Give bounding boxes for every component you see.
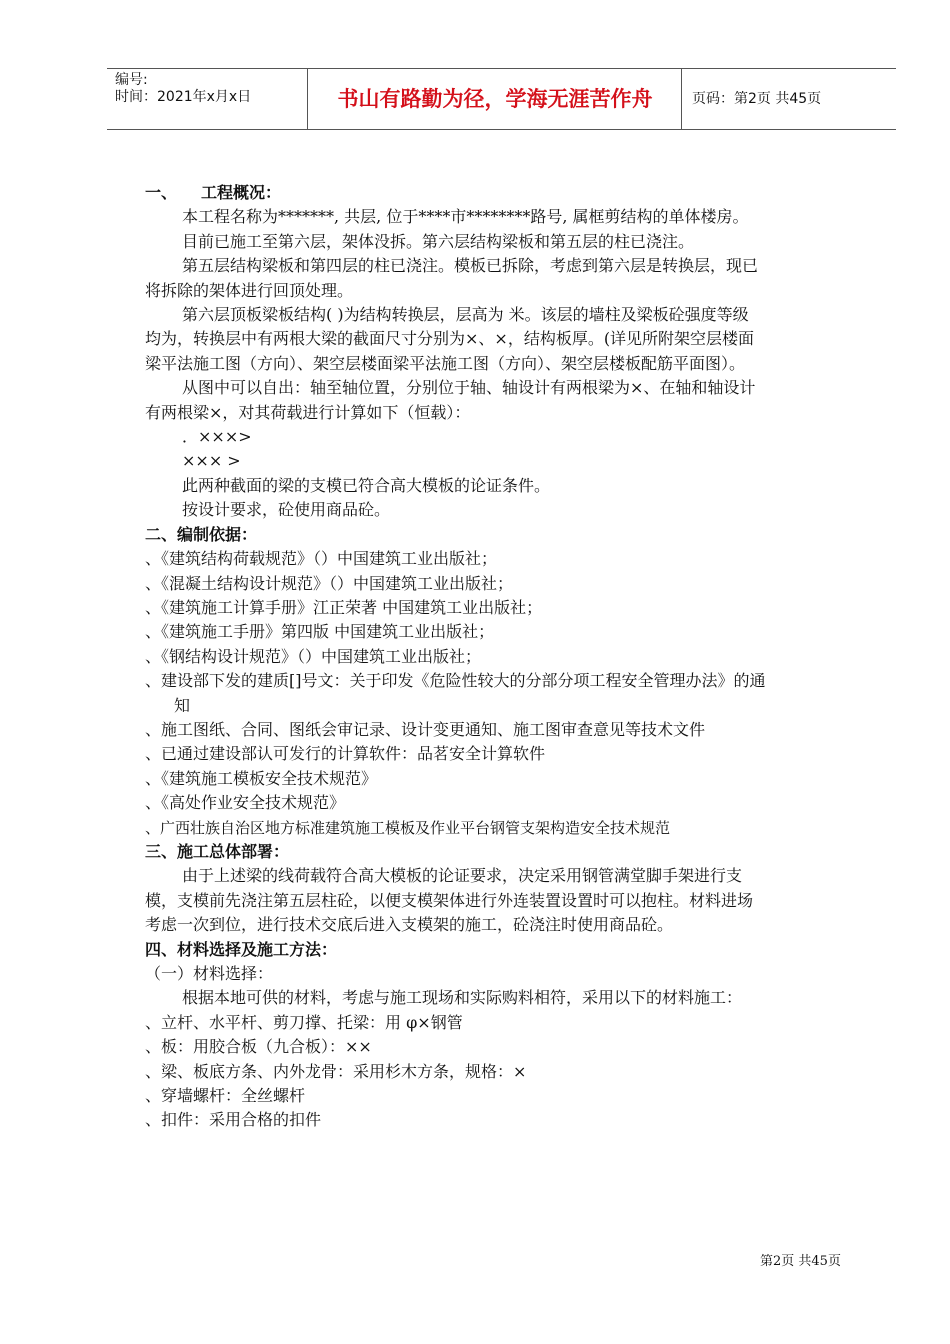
paragraph-line: ××× > <box>182 451 241 471</box>
reference-item: 、已通过建设部认可发行的计算软件：品茗安全计算软件 <box>145 744 546 764</box>
header-page-info: 页码：第2页 共45页 <box>692 91 822 107</box>
paragraph-line: 目前已施工至第六层，架体没拆。第六层结构梁板和第五层的柱已浇注。 <box>182 231 695 251</box>
reference-item-continuation: 知 <box>174 695 191 715</box>
header-meta <box>107 69 308 129</box>
paragraph-line: 按设计要求，砼使用商品砼。 <box>182 500 391 520</box>
section-1-title: 工程概况： <box>201 183 282 202</box>
page-footer-number: 第2页 共45页 <box>760 1254 841 1269</box>
paragraph-line: 此两种截面的梁的支模已符合高大模板的论证条件。 <box>182 475 551 495</box>
reference-item: 、《钢结构设计规范》（）中国建筑工业出版社； <box>145 646 482 666</box>
paragraph-line: 从图中可以自出：轴至轴位置，分别位于轴、轴设计有两根梁为×、在轴和轴设计 <box>182 378 756 398</box>
header-motto: 书山有路勤为径，学海无涯苦作舟 <box>309 69 682 129</box>
document-body <box>145 181 865 1133</box>
paragraph-line: 均为，转换层中有两根大梁的截面尺寸分别为×、×，结构板厚。(详见所附架空层楼面 <box>145 329 755 349</box>
material-item: 、立杆、水平杆、剪刀撑、托梁：用 φ×钢管 <box>145 1012 463 1032</box>
reference-item: 、广西壮族自治区地方标准建筑施工模板及作业平台钢管支架构造安全技术规范 <box>145 818 671 837</box>
material-item: 、穿墙螺杆：全丝螺杆 <box>145 1086 306 1106</box>
material-item: 、梁、板底方条、内外龙骨：采用杉木方条，规格：× <box>145 1061 527 1081</box>
paragraph-line: 考虑一次到位，进行技术交底后进入支模架的施工，砼浇注时使用商品砼。 <box>145 915 674 935</box>
paragraph-line: 梁平法施工图（方向）、架空层楼面梁平法施工图（方向）、架空层楼板配筋平面图）。 <box>145 353 746 373</box>
reference-item: 、《建筑施工手册》第四版 中国建筑工业出版社； <box>145 622 495 642</box>
paragraph-line: 本工程名称为*******, 共层, 位于****市********路号, 属框剪结构的单体楼房。 <box>182 207 749 227</box>
reference-item: 、《高处作业安全技术规范》 <box>145 793 346 813</box>
reference-item: 、建设部下发的建质[]号文：关于印发《危险性较大的分部分项工程安全管理办法》的通 <box>145 671 766 691</box>
material-item: 、扣件：采用合格的扣件 <box>145 1110 322 1130</box>
reference-item: 、施工图纸、合同、图纸会审记录、设计变更通知、施工图审查意见等技术文件 <box>145 719 706 739</box>
paragraph-line: 有两根梁×，对其荷载进行计算如下（恒载）： <box>145 402 471 422</box>
reference-item: 、《建筑结构荷载规范》（）中国建筑工业出版社； <box>145 549 498 569</box>
paragraph-line: 由于上述梁的线荷载符合高大模板的论证要求，决定采用钢管满堂脚手架进行支 <box>182 866 743 886</box>
document-date: 时间：2021年x月x日 <box>115 89 252 105</box>
section-3-heading: 三、施工总体部署： <box>145 841 290 861</box>
subsection-heading: （一）材料选择： <box>145 964 274 983</box>
page-header <box>107 68 896 130</box>
reference-item: 、《建筑施工模板安全技术规范》 <box>145 768 378 788</box>
paragraph-line: 第六层顶板梁板结构( )为结构转换层，层高为 米。该层的墙柱及梁板砼强度等级 <box>182 305 749 325</box>
reference-item: 、《混凝土结构设计规范》（）中国建筑工业出版社； <box>145 573 514 593</box>
paragraph-line: ．×××> <box>182 427 252 447</box>
document-number-label: 编号: <box>115 72 148 88</box>
section-1-number: 一、 <box>145 183 178 202</box>
section-2-heading: 二、编制依据： <box>145 524 258 544</box>
paragraph-line: 根据本地可供的材料，考虑与施工现场和实际购料相符，采用以下的材料施工： <box>182 988 743 1008</box>
reference-item: 、《建筑施工计算手册》江正荣著 中国建筑工业出版社； <box>145 597 543 617</box>
section-1-heading <box>145 181 865 205</box>
material-item: 、板：用胶合板（九合板）：×× <box>145 1037 372 1057</box>
section-4-heading: 四、材料选择及施工方法： <box>145 939 338 959</box>
paragraph-line: 模，支模前先浇注第五层柱砼，以便支模架体进行外连装置设置时可以抱柱。材料进场 <box>145 890 754 910</box>
paragraph-line: 第五层结构梁板和第四层的柱已浇注。模板已拆除，考虑到第六层是转换层，现已 <box>182 256 759 276</box>
paragraph-line: 将拆除的架体进行回顶处理。 <box>145 280 354 300</box>
